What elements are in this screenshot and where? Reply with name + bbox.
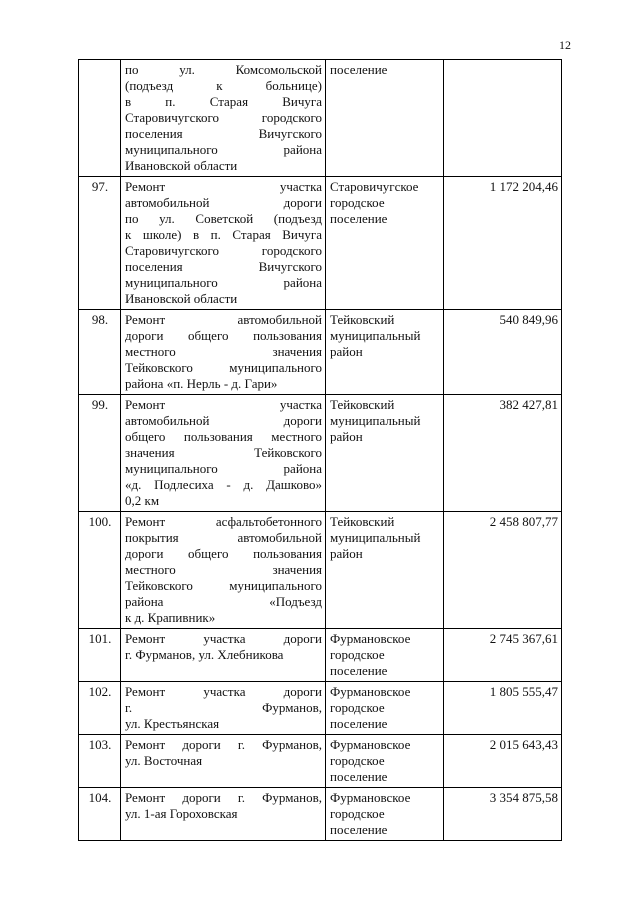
work-description: [121, 512, 326, 629]
municipality-line: поселение: [330, 822, 388, 837]
description-line: Ремонт участка дороги: [125, 684, 322, 699]
amount: 2 458 807,77: [444, 512, 562, 629]
municipality: [326, 682, 444, 735]
description-line: поселения Вичугского: [125, 126, 322, 141]
municipality-line: муниципальный: [330, 530, 421, 545]
description-line: дороги общего пользования: [125, 546, 322, 561]
description-line: Ремонт участка: [125, 397, 322, 412]
description-line: Тейковского муниципального: [125, 578, 322, 593]
description-line: Старовичугского городского: [125, 243, 322, 258]
row-number: 103.: [79, 735, 121, 788]
municipality-line: Тейковский: [330, 514, 395, 529]
work-description: [121, 629, 326, 682]
table-row: [79, 310, 562, 395]
municipality-line: район: [330, 546, 363, 561]
municipality-line: поселение: [330, 716, 388, 731]
work-description: [121, 310, 326, 395]
description-line: Тейковского муниципального: [125, 360, 322, 375]
row-number: 104.: [79, 788, 121, 841]
municipality-line: Старовичугское: [330, 179, 419, 194]
row-number: 97.: [79, 177, 121, 310]
municipality-line: Тейковский: [330, 312, 395, 327]
municipality-line: район: [330, 344, 363, 359]
description-line: автомобильной дороги: [125, 413, 322, 428]
work-description: [121, 682, 326, 735]
municipality-line: Тейковский: [330, 397, 395, 412]
description-line: ул. Крестьянская: [125, 716, 220, 731]
table-row: [79, 395, 562, 512]
municipality-line: городское: [330, 195, 385, 210]
description-line: (подъезд к больнице): [125, 78, 322, 93]
municipality: [326, 60, 444, 177]
municipality-line: Фурмановское: [330, 684, 411, 699]
description-line: к д. Крапивник»: [125, 610, 216, 625]
description-line: Ремонт участка дороги: [125, 631, 322, 646]
amount: 382 427,81: [444, 395, 562, 512]
description-line: Ивановской области: [125, 291, 238, 306]
work-description: [121, 735, 326, 788]
description-line: покрытия автомобильной: [125, 530, 322, 545]
municipality-line: поселение: [330, 769, 388, 784]
amount: 540 849,96: [444, 310, 562, 395]
description-line: Ремонт автомобильной: [125, 312, 322, 327]
description-line: г. Фурманов,: [125, 700, 322, 715]
description-line: по ул. Советской (подъезд: [125, 211, 322, 226]
municipality: [326, 629, 444, 682]
description-line: автомобильной дороги: [125, 195, 322, 210]
table-row: [79, 682, 562, 735]
table-row: [79, 60, 562, 177]
municipality: [326, 788, 444, 841]
municipality-line: поселение: [330, 211, 388, 226]
table-row: [79, 629, 562, 682]
amount: 3 354 875,58: [444, 788, 562, 841]
row-number: 101.: [79, 629, 121, 682]
row-number: 100.: [79, 512, 121, 629]
amount: 1 805 555,47: [444, 682, 562, 735]
work-description: [121, 177, 326, 310]
municipality-line: поселение: [330, 62, 388, 77]
work-description: [121, 60, 326, 177]
description-line: ул. Восточная: [125, 753, 203, 768]
description-line: Старовичугского городского: [125, 110, 322, 125]
description-line: 0,2 км: [125, 493, 160, 508]
amount: [444, 60, 562, 177]
work-description: [121, 788, 326, 841]
description-line: Ивановской области: [125, 158, 238, 173]
description-line: Ремонт асфальтобетонного: [125, 514, 322, 529]
description-line: в п. Старая Вичуга: [125, 94, 322, 109]
description-line: местного значения: [125, 562, 322, 577]
municipality-line: поселение: [330, 663, 388, 678]
description-line: Ремонт дороги г. Фурманов,: [125, 790, 322, 805]
description-line: по ул. Комсомольской: [125, 62, 322, 77]
description-line: местного значения: [125, 344, 322, 359]
amount: 2 015 643,43: [444, 735, 562, 788]
description-line: г. Фурманов, ул. Хлебникова: [125, 647, 284, 662]
municipality-line: городское: [330, 753, 385, 768]
row-number: 99.: [79, 395, 121, 512]
amount: 2 745 367,61: [444, 629, 562, 682]
table-body: [79, 60, 562, 841]
row-number: 102.: [79, 682, 121, 735]
municipality-line: Фурмановское: [330, 631, 411, 646]
municipality-line: Фурмановское: [330, 790, 411, 805]
municipality: [326, 512, 444, 629]
work-description: [121, 395, 326, 512]
municipality-line: городское: [330, 647, 385, 662]
table-row: [79, 512, 562, 629]
municipality-line: район: [330, 429, 363, 444]
description-line: Ремонт участка: [125, 179, 322, 194]
municipality-line: Фурмановское: [330, 737, 411, 752]
municipality: [326, 395, 444, 512]
description-line: общего пользования местного: [125, 429, 322, 444]
description-line: Ремонт дороги г. Фурманов,: [125, 737, 322, 752]
amount: 1 172 204,46: [444, 177, 562, 310]
table-row: [79, 735, 562, 788]
row-number: [79, 60, 121, 177]
description-line: муниципального района: [125, 461, 322, 476]
municipality: [326, 310, 444, 395]
description-line: муниципального района: [125, 142, 322, 157]
road-repair-table: [78, 59, 562, 841]
description-line: поселения Вичугского: [125, 259, 322, 274]
description-line: ул. 1-ая Гороховская: [125, 806, 238, 821]
page-number: 12: [559, 38, 571, 52]
municipality-line: муниципальный: [330, 328, 421, 343]
municipality: [326, 735, 444, 788]
description-line: «д. Подлесиха - д. Дашково»: [125, 477, 322, 492]
description-line: района «Подъезд: [125, 594, 322, 609]
municipality-line: городское: [330, 700, 385, 715]
description-line: дороги общего пользования: [125, 328, 322, 343]
description-line: муниципального района: [125, 275, 322, 290]
table-row: [79, 177, 562, 310]
municipality: [326, 177, 444, 310]
description-line: к школе) в п. Старая Вичуга: [125, 227, 322, 242]
row-number: 98.: [79, 310, 121, 395]
description-line: значения Тейковского: [125, 445, 322, 460]
municipality-line: городское: [330, 806, 385, 821]
description-line: района «п. Нерль - д. Гари»: [125, 376, 278, 391]
municipality-line: муниципальный: [330, 413, 421, 428]
table-row: [79, 788, 562, 841]
